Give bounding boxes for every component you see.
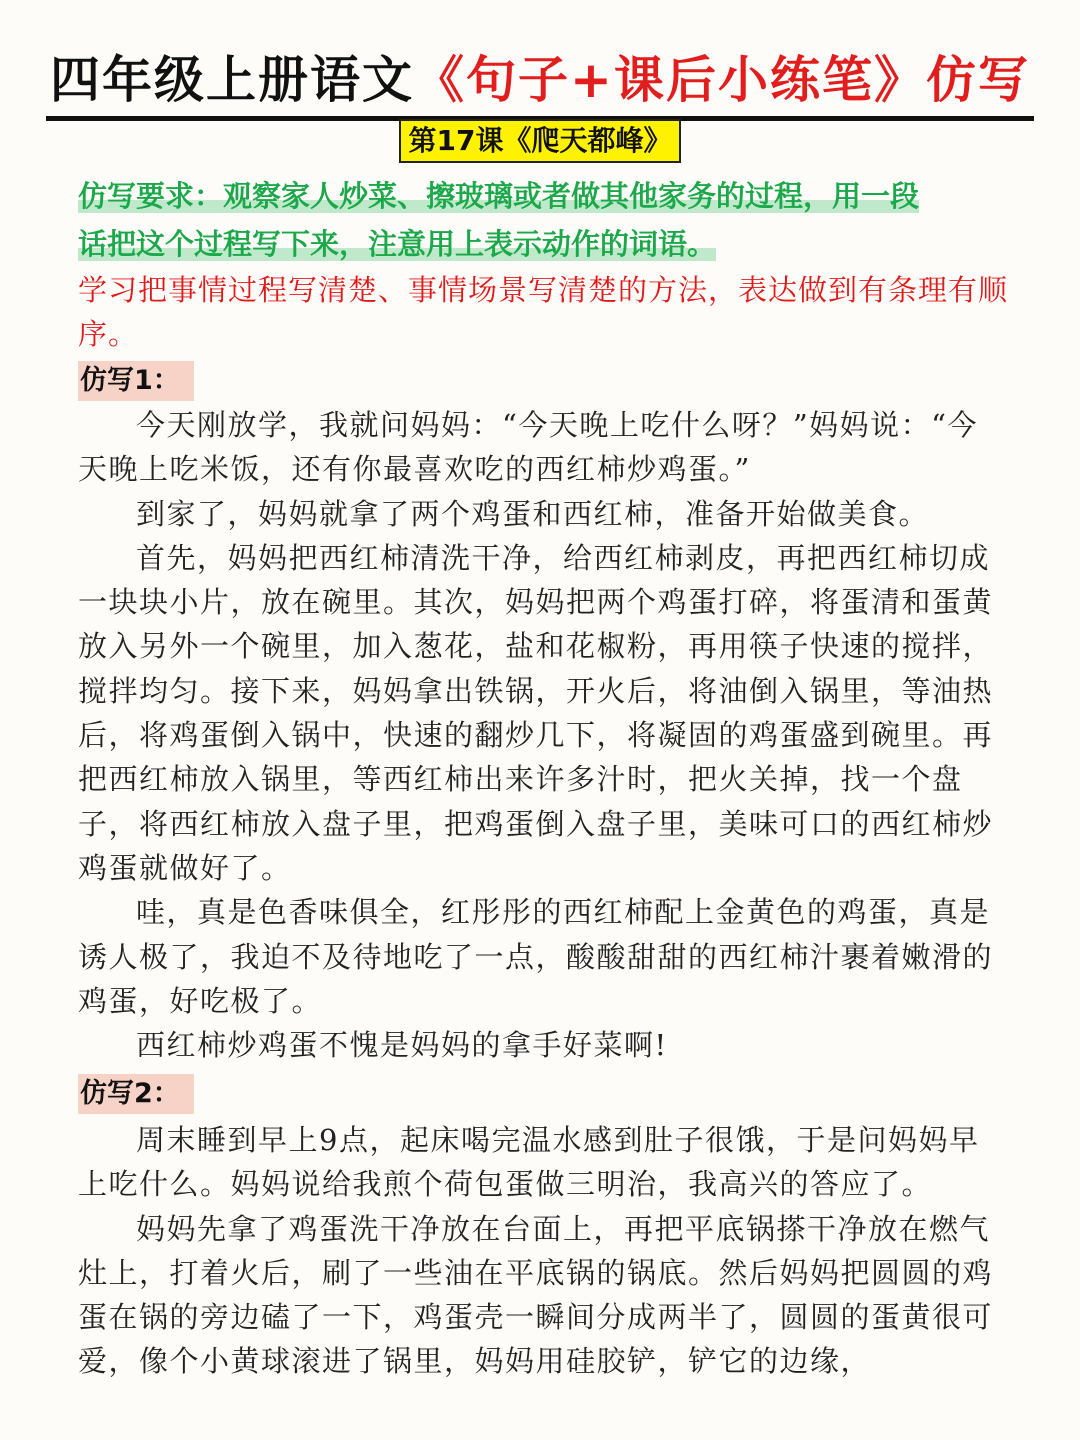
title-grade-text: 四年级上册语文 xyxy=(50,51,415,109)
example-2-body xyxy=(78,1118,1008,1384)
example-1-paragraph: 西红柿炒鸡蛋不愧是妈妈的拿手好菜啊! xyxy=(136,1028,668,1063)
example-1-label: 仿写1： xyxy=(78,361,194,401)
title-imitation-text: 仿写 xyxy=(925,51,1030,109)
example-1-paragraph: 今天刚放学，我就问妈妈：“今天晚上吃什么呀？”妈妈说：“今天晚上吃米饭，还有你最喜欢吃的西红柿炒鸡蛋。” xyxy=(78,408,978,487)
example-2-label: 仿写2： xyxy=(78,1074,194,1114)
example-1-body xyxy=(78,403,1008,1067)
requirement-line-2: 话把这个过程写下来，注意用上表示动作的词语。 xyxy=(78,227,717,261)
learning-goal: 学习把事情过程写清楚、事情场景写清楚的方法，表达做到有条理有顺序。 xyxy=(78,273,1009,351)
example-1-paragraph: 首先，妈妈把西红柿清洗干净，给西红柿剥皮，再把西红柿切成一块块小片，放在碗里。其次，妈妈把两个鸡蛋打碎，将蛋清和蛋黄放入另外一个碗里，加入葱花，盐和花椒粉，再用筷子快速的搅拌，搅拌均匀。接下来，妈妈拿出铁锅，开火后，将油倒入锅里，等油热后，将鸡蛋倒入锅中，快速的翻炒几下，将凝固的鸡蛋盛到碗里。再把西红柿放入锅里，等西红柿出来许多汁时，把火关掉，找一个盘子，将西红柿放入盘子里，把鸡蛋倒入盘子里，美味可口的西红柿炒鸡蛋就做好了。 xyxy=(78,540,994,885)
requirement-line-1: 仿写要求：观察家人炒菜、擦玻璃或者做其他家务的过程，用一段 xyxy=(78,179,920,213)
page-title xyxy=(46,48,1034,121)
title-container xyxy=(0,48,1080,121)
subtitle-container xyxy=(0,119,1080,163)
writing-requirement xyxy=(78,172,1018,268)
example-1-paragraph: 哇，真是色香味俱全，红彤彤的西红柿配上金黄色的鸡蛋，真是诱人极了，我迫不及待地吃了一点，酸酸甜甜的西红柿汁裹着嫩滑的鸡蛋，好吃极了。 xyxy=(78,895,994,1018)
example-2-paragraph: 妈妈先拿了鸡蛋洗干净放在台面上，再把平底锅搽干净放在燃气灶上，打着火后，刷了一些油在平底锅的锅底。然后妈妈把圆圆的鸡蛋在锅的旁边磕了一下，鸡蛋壳一瞬间分成两半了，圆圆的蛋黄很可爱，像个小黄球滚进了锅里，妈妈用硅胶铲，铲它的边缘， xyxy=(78,1211,994,1379)
lesson-subtitle: 第17课《爬天都峰》 xyxy=(399,119,682,163)
example-1-paragraph: 到家了，妈妈就拿了两个鸡蛋和西红柿，准备开始做美食。 xyxy=(136,496,930,531)
title-topic-text: 《句子+课后小练笔》 xyxy=(414,51,926,109)
example-2-paragraph: 周末睡到早上9点，起床喝完温水感到肚子很饿，于是问妈妈早上吃什么。妈妈说给我煎个荷包蛋做三明治，我高兴的答应了。 xyxy=(78,1123,980,1202)
